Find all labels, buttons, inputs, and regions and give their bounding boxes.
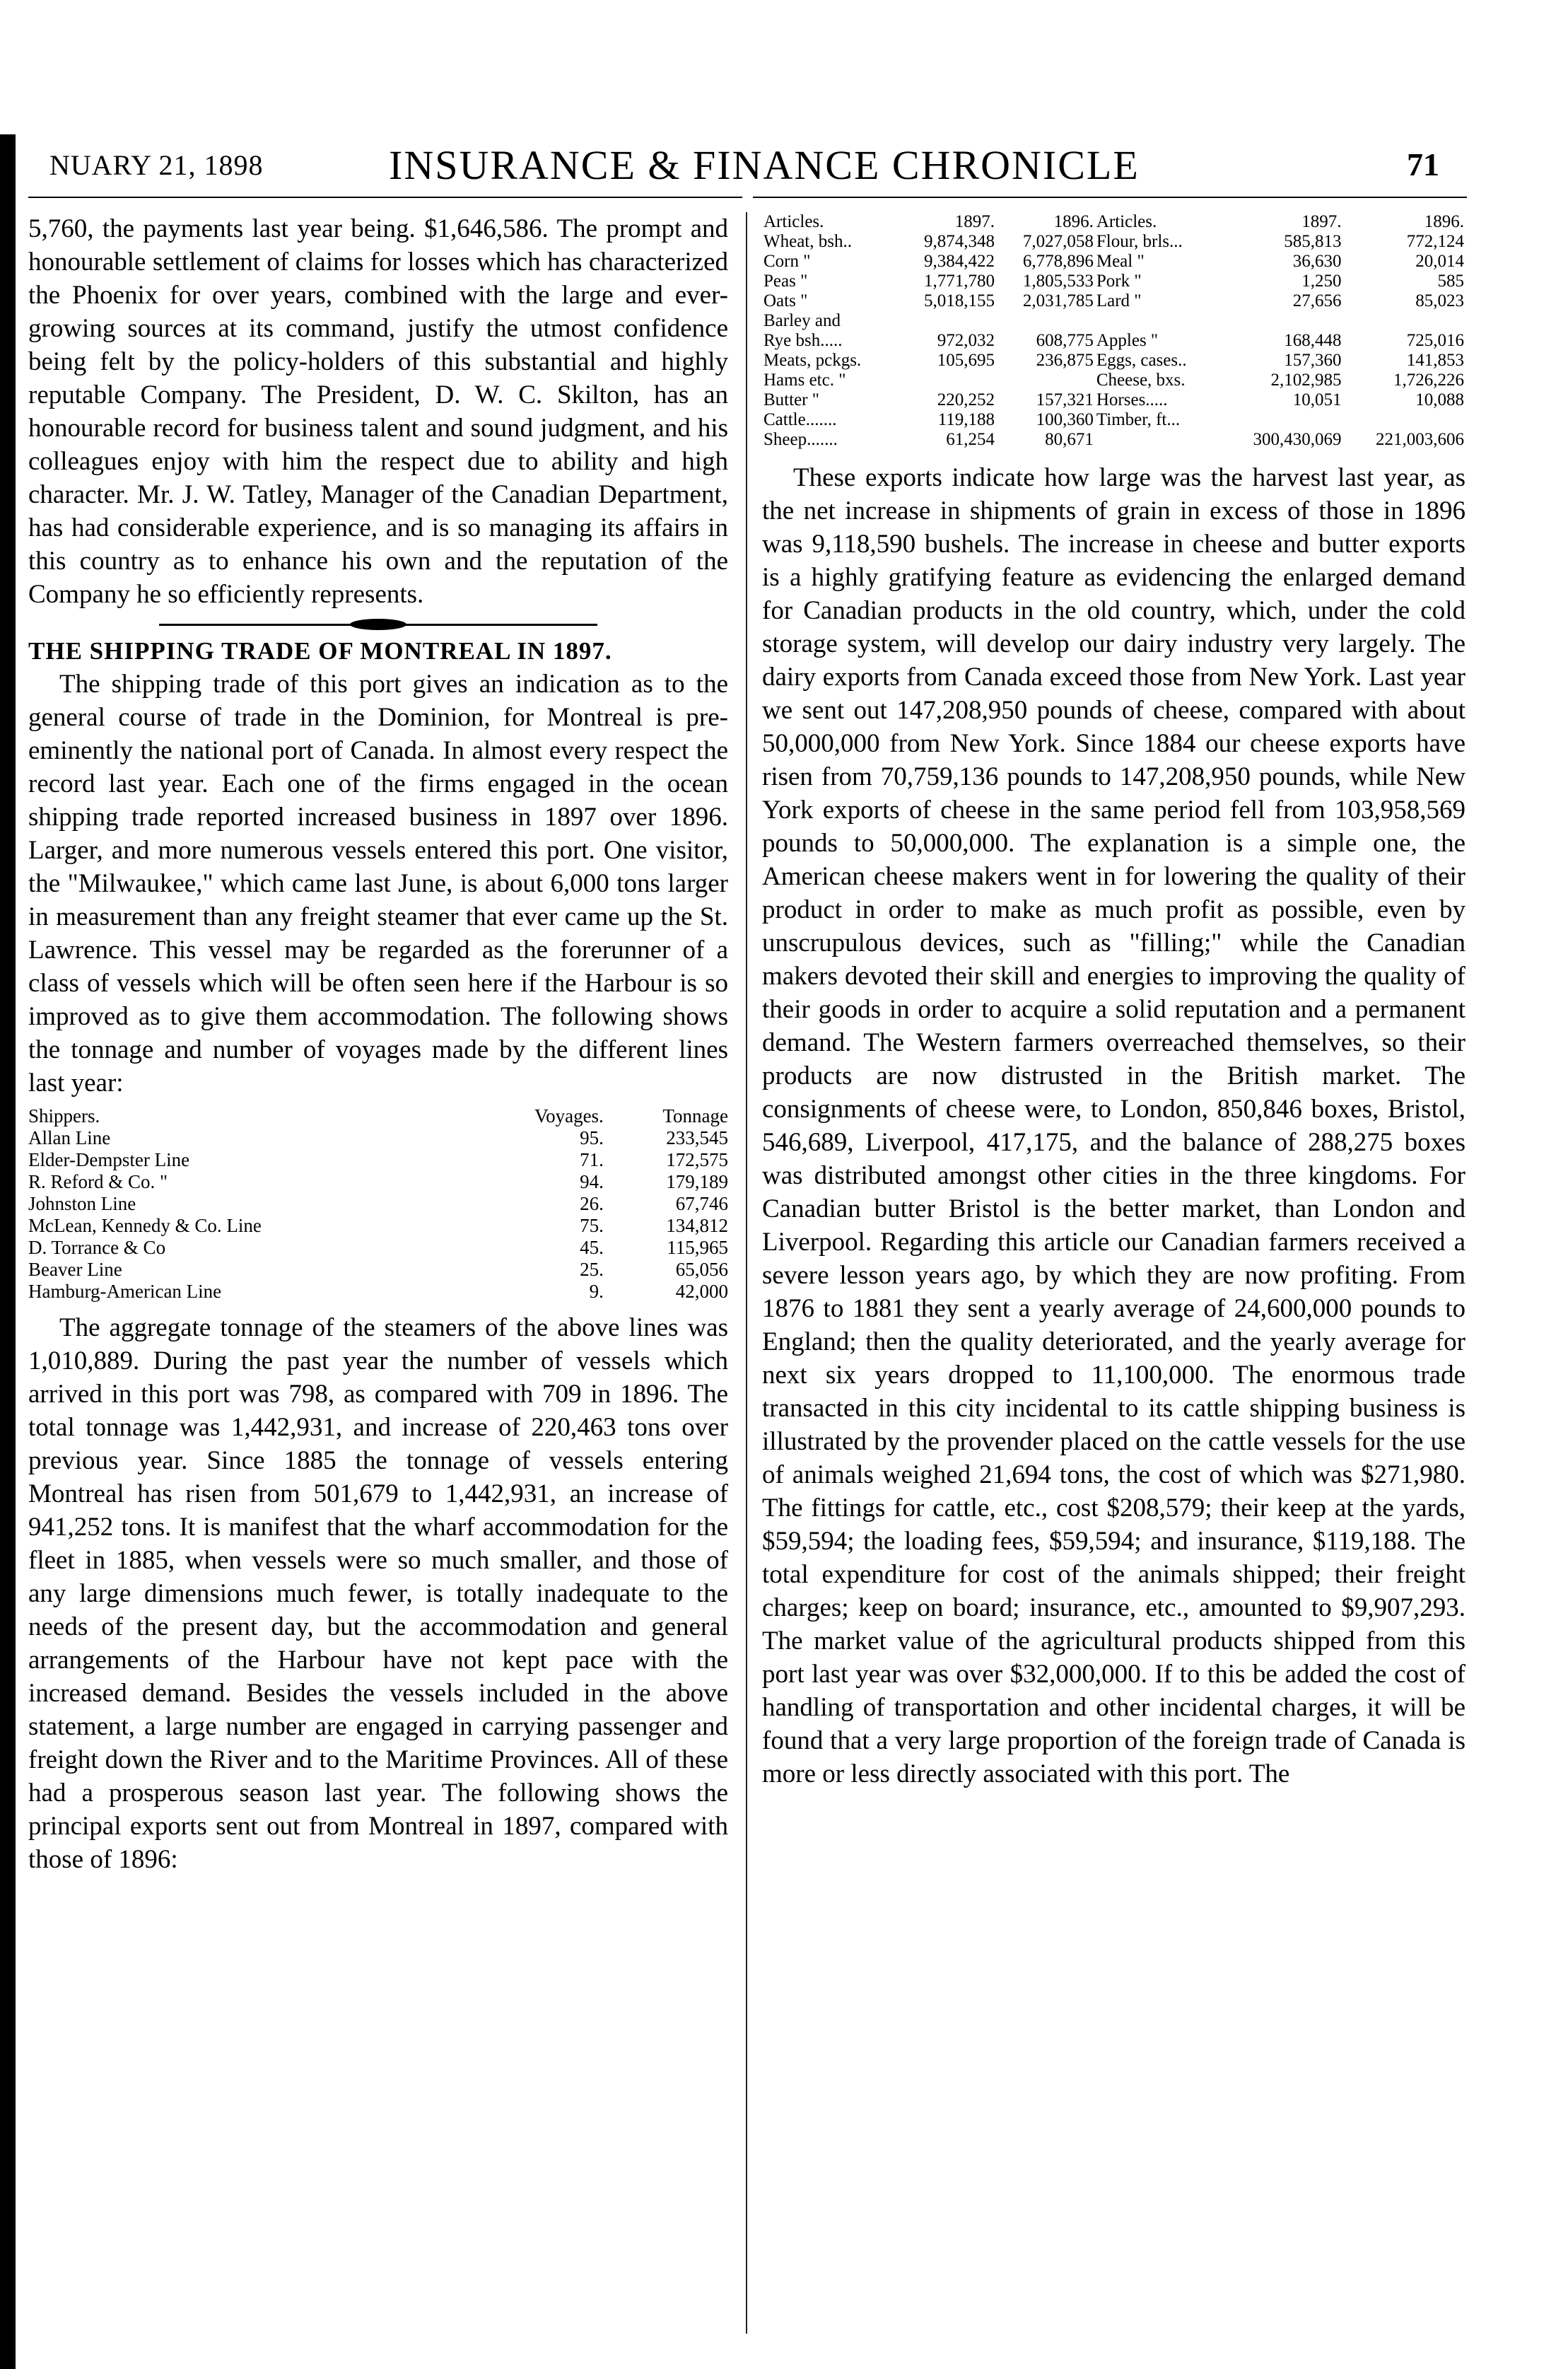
tonnage-value: 67,746 <box>675 1193 728 1214</box>
value-1896: 772,124 <box>1406 232 1464 251</box>
right-column <box>762 212 1465 1791</box>
value-1897 <box>897 311 996 331</box>
col-1897-2: 1897. <box>1301 212 1342 231</box>
exports-table-row <box>762 291 1465 311</box>
shipping-heading: THE SHIPPING TRADE OF MONTREAL IN 1897. <box>28 637 612 665</box>
article-name: Barley and <box>763 311 841 330</box>
article-name: Timber, ft... <box>1096 410 1181 429</box>
tonnage-value: 172,575 <box>666 1149 728 1170</box>
value-1897: 9,384,422 <box>924 252 995 271</box>
col-1897-1: 1897. <box>954 212 995 231</box>
value-1897: 157,360 <box>1284 351 1342 370</box>
value-1896: 85,023 <box>1415 291 1464 310</box>
article-name: Cattle....... <box>763 410 837 429</box>
shipper-name: D. Torrance & Co <box>28 1237 166 1258</box>
value-1897: 300,430,069 <box>1253 430 1342 449</box>
shipper-name: R. Reford & Co. " <box>28 1171 168 1192</box>
value-1897: 2,102,985 <box>1270 371 1342 390</box>
value-1896: 141,853 <box>1406 351 1464 370</box>
tonnage-value: 42,000 <box>675 1281 728 1302</box>
column-divider <box>746 212 747 2334</box>
exports-table-row <box>762 311 1465 331</box>
col-shippers: Shippers. <box>28 1105 100 1127</box>
left-column <box>28 212 728 1876</box>
value-1897: 1,771,780 <box>924 272 995 291</box>
value-1897: 5,018,155 <box>924 291 995 310</box>
value-1896 <box>996 371 1095 390</box>
voyages-value: 75. <box>580 1215 604 1236</box>
value-1896: 221,003,606 <box>1376 430 1464 449</box>
value-1896 <box>1342 410 1465 430</box>
shipper-name: Johnston Line <box>28 1193 136 1214</box>
shipping-paragraph-2: The aggregate tonnage of the steamers of the above lines was 1,010,889. During the past year the number of vessels which arrived in this port was 798, as compared with 709 in 1896. The total tonnage was 1,442,931, and increase of 220,463 tons over previous year. Since 1885 the tonnage of vessels entering Montreal has risen from 501,679 to 1,442,931, an increase of 941,252 tons. It is manifest that the wharf accommodation for the fleet in 1885, when vessels were so much smaller, and those of any large dimensions much fewer, is totally inadequate to the needs of the present day, but the accommodation and general arrangements of the Harbour have not kept pace with the increased demand. Besides the vessels included in the above statement, a large number are engaged in carrying passenger and freight down the River and to the Maritime Provinces. All of these had a prosperous season last year. The following shows the principal exports sent out from Montreal in 1897, compared with those of 1896: <box>28 1313 728 1874</box>
value-1896: 1,805,533 <box>1022 272 1094 291</box>
article-name: Eggs, cases.. <box>1096 351 1187 370</box>
shipping-table-row <box>28 1171 728 1193</box>
article-name: Flour, brls... <box>1096 232 1183 251</box>
article-name: Meal " <box>1096 252 1145 271</box>
exports-table-row <box>762 272 1465 291</box>
shipping-paragraph-1: The shipping trade of this port gives an indication as to the general course of trade in the Dominion, for Montreal is pre-eminently the national port of Canada. In almost every respect the record last year. Each one of the firms engaged in the ocean shipping trade reported increased business in 1897 over 1896. Larger, and more numerous vessels entered this port. One visitor, the "Milwaukee," which came last June, is about 6,000 tons larger in measurement than any freight steamer that ever came up the St. Lawrence. This vessel may be regarded as the forerunner of a class of vessels which will be often seen here if the Harbour is so improved as to give them accommodation. The following shows the tonnage and number of voyages made by the different lines last year: <box>28 670 728 1098</box>
article-name: Meats, pckgs. <box>763 351 862 370</box>
value-1896: 585 <box>1437 272 1464 291</box>
value-1896 <box>1342 311 1465 331</box>
tonnage-value: 65,056 <box>675 1259 728 1280</box>
exports-table-row <box>762 232 1465 252</box>
article-name: Pork " <box>1096 272 1142 291</box>
exports-table-row <box>762 410 1465 430</box>
value-1896: 10,088 <box>1415 390 1464 409</box>
article-name: Peas " <box>763 272 808 291</box>
value-1897: 168,448 <box>1284 331 1342 350</box>
shipping-table-row <box>28 1237 728 1259</box>
exports-table-row <box>762 390 1465 410</box>
shipping-table-row <box>28 1149 728 1171</box>
value-1897: 972,032 <box>937 331 995 350</box>
value-1896: 1,726,226 <box>1393 371 1464 390</box>
exports-table-row <box>762 252 1465 272</box>
article-name: Wheat, bsh.. <box>763 232 852 251</box>
shipping-table-row <box>28 1259 728 1281</box>
article-name <box>1095 311 1220 331</box>
value-1897 <box>897 371 996 390</box>
exports-table-row <box>762 371 1465 390</box>
exports-commentary: These exports indicate how large was the harvest last year, as the net increase in shipments of grain in excess of those in 1896 was 9,118,590 bushels. The increase in cheese and butter exports is a highly gratifying feature as evidencing the enlarged demand for Canadian products in the old country, which, under the cold storage system, will develop our dairy industry very largely. The dairy exports from Canada exceed those from New York. Last year we sent out 147,208,950 pounds of cheese, compared with about 50,000,000 from New York. Since 1884 our cheese exports have risen from 70,759,136 pounds to 147,208,950 pounds, while New York exports of cheese in the same period fell from 103,958,569 pounds to 50,000,000. The explanation is a simple one, the American cheese makers went in for lowering the quality of their product in order to make as much profit as possible, even by unscrupulous devices, such as "filling;" while the Canadian makers devoted their skill and energies to improving the quality of their goods in order to acquire a solid reputation and a permanent demand. The Western farmers overreached themselves, so their products are now distrusted in the British market. The consignments of cheese were, to London, 850,846 boxes, Bristol, 546,689, Liverpool, 417,175, and the balance of 288,275 boxes was distributed amongst other cities in the three kingdoms. For Canadian butter Bristol is the better market, than London and Liverpool. Regarding this article our Canadian farmers received a severe lesson years ago, by which they are now profiting. From 1876 to 1881 they sent a yearly average of 24,600,000 pounds to England; then the quality deteriorated, and the yearly average for next six years dropped to 11,100,000. The enormous trade transacted in this city incidental to its cattle shipping business is illustrated by the provender placed on the cattle vessels for the use of animals weighed 21,694 tons, the cost of which was $271,980. The fittings for cattle, etc., cost $208,579; their keep at the yards, $59,594; the loading fees, $59,594; and insurance, $119,188. The total expenditure for cost of the animals shipped; their freight charges; keep on board; insurance, etc., amounted to $9,907,293. The market value of the agricultural products shipped from this port last year was over $32,000,000. If to this be added the cost of handling of transportation and other incidental charges, it will be found that a very large proportion of the foreign trade of Canada is more or less directly associated with this port. The <box>762 463 1465 1788</box>
header-rule-left <box>28 197 742 198</box>
voyages-value: 45. <box>580 1237 604 1258</box>
article-name: Cheese, bxs. <box>1096 371 1186 390</box>
article-name: Horses..... <box>1096 390 1168 409</box>
page-header <box>21 141 1478 191</box>
exports-table-row <box>762 331 1465 351</box>
article-name: Lard " <box>1096 291 1142 310</box>
value-1897: 220,252 <box>937 390 995 409</box>
voyages-value: 94. <box>580 1171 604 1192</box>
shipping-table <box>28 1105 728 1303</box>
shipping-table-row <box>28 1215 728 1237</box>
issue-date: NUARY 21, 1898 <box>49 149 264 181</box>
value-1896: 80,671 <box>1045 430 1094 449</box>
shipper-name: Allan Line <box>28 1127 111 1148</box>
shipper-name: McLean, Kennedy & Co. Line <box>28 1215 262 1236</box>
shipper-name: Beaver Line <box>28 1259 122 1280</box>
shipping-table-row <box>28 1127 728 1149</box>
shipping-table-header <box>28 1105 728 1127</box>
value-1896: 725,016 <box>1406 331 1464 350</box>
value-1897 <box>1220 311 1342 331</box>
col-tonnage: Tonnage <box>662 1105 728 1127</box>
col-articles-2: Articles. <box>1096 212 1157 231</box>
article-name: Rye bsh..... <box>763 331 843 350</box>
article-name: Corn " <box>763 252 811 271</box>
value-1896: 7,027,058 <box>1022 232 1094 251</box>
article-name: Butter " <box>763 390 819 409</box>
tonnage-value: 115,965 <box>667 1237 728 1258</box>
voyages-value: 71. <box>580 1149 604 1170</box>
value-1897: 105,695 <box>937 351 995 370</box>
value-1896: 157,321 <box>1036 390 1094 409</box>
publication-title: INSURANCE & FINANCE CHRONICLE <box>389 142 1140 188</box>
value-1897: 61,254 <box>946 430 995 449</box>
value-1897: 119,188 <box>937 410 995 429</box>
exports-table-row <box>762 351 1465 371</box>
value-1897: 585,813 <box>1284 232 1342 251</box>
value-1896: 2,031,785 <box>1022 291 1094 310</box>
shipper-name: Hamburg-American Line <box>28 1281 222 1302</box>
phoenix-paragraph: 5,760, the payments last year being. $1,646,586. The prompt and honourable settlement of claims for losses which has characterized the Phoenix for over years, combined with the large and ever-growing sources at its command, justify the utmost confidence being felt by the policy-holders of this substantial and highly reputable Company. The President, D. W. C. Skilton, has an honourable record for business talent and sound judgment, and his colleagues enjoy with him the respect due to ability and high character. Mr. J. W. Tatley, Manager of the Canadian Department, has had considerable experience, and is so managing its affairs in this country as to enhance his own and the reputation of the Company he so efficiently represents. <box>28 214 728 609</box>
exports-table <box>762 212 1465 450</box>
section-divider <box>159 624 597 626</box>
page-spine-shadow <box>0 134 16 2369</box>
value-1897: 1,250 <box>1301 272 1342 291</box>
tonnage-value: 134,812 <box>666 1215 728 1236</box>
article-name <box>1095 430 1220 450</box>
value-1897: 27,656 <box>1292 291 1342 310</box>
shipping-table-row <box>28 1281 728 1303</box>
voyages-value: 26. <box>580 1193 604 1214</box>
article-name: Oats " <box>763 291 808 310</box>
value-1897: 36,630 <box>1292 252 1342 271</box>
value-1897: 9,874,348 <box>924 232 995 251</box>
shipper-name: Elder-Dempster Line <box>28 1149 190 1170</box>
exports-table-header <box>762 212 1465 232</box>
value-1896 <box>996 311 1095 331</box>
value-1896: 608,775 <box>1036 331 1094 350</box>
voyages-value: 9. <box>589 1281 604 1302</box>
header-rule-right <box>753 197 1467 198</box>
shipping-table-row <box>28 1193 728 1215</box>
value-1896: 236,875 <box>1036 351 1094 370</box>
value-1896: 20,014 <box>1415 252 1464 271</box>
article-name: Sheep....... <box>763 430 838 449</box>
voyages-value: 25. <box>580 1259 604 1280</box>
page-number: 71 <box>1407 146 1439 182</box>
tonnage-value: 179,189 <box>666 1171 728 1192</box>
tonnage-value: 233,545 <box>666 1127 728 1148</box>
article-name: Apples " <box>1096 331 1159 350</box>
col-1896-1: 1896. <box>1053 212 1094 231</box>
value-1896: 100,360 <box>1036 410 1094 429</box>
voyages-value: 95. <box>580 1127 604 1148</box>
col-voyages: Voyages. <box>534 1105 604 1127</box>
col-articles-1: Articles. <box>763 212 824 231</box>
value-1897 <box>1220 410 1342 430</box>
value-1896: 6,778,896 <box>1022 252 1094 271</box>
col-1896-2: 1896. <box>1424 212 1464 231</box>
exports-table-row <box>762 430 1465 450</box>
value-1897: 10,051 <box>1292 390 1342 409</box>
article-name: Hams etc. " <box>763 371 846 390</box>
